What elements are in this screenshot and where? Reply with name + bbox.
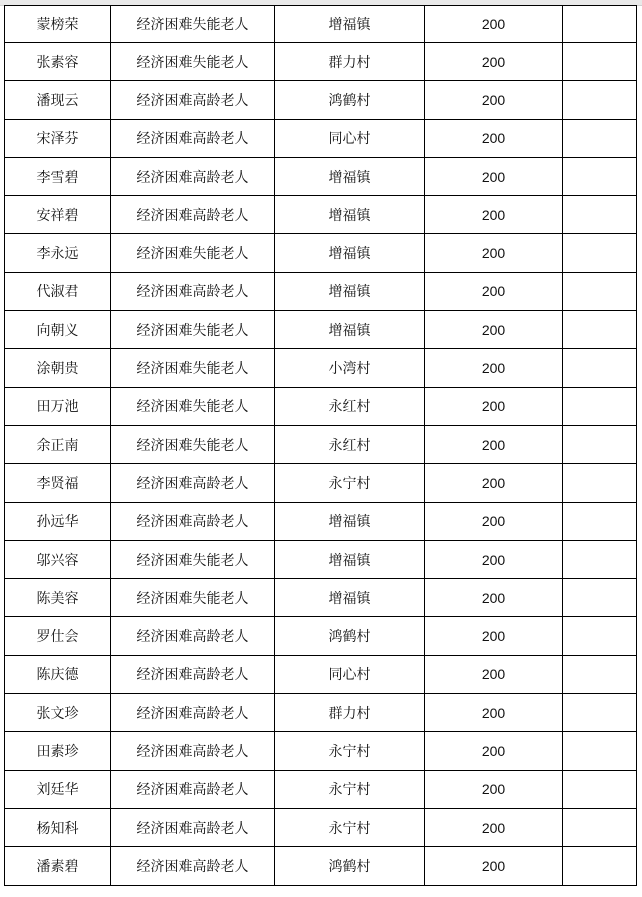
location-cell: 增福镇 [275, 540, 425, 578]
name-cell: 蒙榜荣 [5, 6, 111, 43]
location-cell: 小湾村 [275, 349, 425, 387]
amount-cell: 200 [425, 43, 563, 81]
name-cell: 潘素碧 [5, 847, 111, 885]
category-cell: 经济困难高龄老人 [111, 502, 275, 540]
name-cell: 刘廷华 [5, 770, 111, 808]
table-row [5, 349, 637, 387]
note-cell [563, 694, 637, 732]
note-cell [563, 808, 637, 846]
table-row [5, 234, 637, 272]
location-cell: 增福镇 [275, 311, 425, 349]
table-row [5, 119, 637, 157]
category-cell: 经济困难失能老人 [111, 43, 275, 81]
category-cell: 经济困难失能老人 [111, 311, 275, 349]
category-cell: 经济困难高龄老人 [111, 196, 275, 234]
category-cell: 经济困难高龄老人 [111, 464, 275, 502]
location-cell: 增福镇 [275, 234, 425, 272]
category-cell: 经济困难失能老人 [111, 6, 275, 43]
category-cell: 经济困难高龄老人 [111, 732, 275, 770]
amount-cell: 200 [425, 540, 563, 578]
category-cell: 经济困难失能老人 [111, 234, 275, 272]
amount-cell: 200 [425, 6, 563, 43]
amount-cell: 200 [425, 349, 563, 387]
note-cell [563, 311, 637, 349]
amount-cell: 200 [425, 157, 563, 195]
name-cell: 代淑君 [5, 272, 111, 310]
location-cell: 增福镇 [275, 272, 425, 310]
category-cell: 经济困难高龄老人 [111, 272, 275, 310]
location-cell: 永宁村 [275, 808, 425, 846]
category-cell: 经济困难高龄老人 [111, 847, 275, 885]
name-cell: 向朝义 [5, 311, 111, 349]
amount-cell: 200 [425, 808, 563, 846]
name-cell: 孙远华 [5, 502, 111, 540]
category-cell: 经济困难失能老人 [111, 387, 275, 425]
note-cell [563, 119, 637, 157]
amount-cell: 200 [425, 579, 563, 617]
location-cell: 永宁村 [275, 770, 425, 808]
amount-cell: 200 [425, 196, 563, 234]
table-row [5, 732, 637, 770]
note-cell [563, 234, 637, 272]
category-cell: 经济困难高龄老人 [111, 770, 275, 808]
location-cell: 增福镇 [275, 196, 425, 234]
table-row [5, 157, 637, 195]
note-cell [563, 272, 637, 310]
category-cell: 经济困难高龄老人 [111, 617, 275, 655]
location-cell: 增福镇 [275, 502, 425, 540]
table-row [5, 617, 637, 655]
name-cell: 罗仕会 [5, 617, 111, 655]
category-cell: 经济困难失能老人 [111, 540, 275, 578]
note-cell [563, 732, 637, 770]
table-row [5, 43, 637, 81]
table-row [5, 196, 637, 234]
note-cell [563, 847, 637, 885]
note-cell [563, 81, 637, 119]
name-cell: 张素容 [5, 43, 111, 81]
table-row [5, 694, 637, 732]
location-cell: 鸿鹤村 [275, 81, 425, 119]
category-cell: 经济困难高龄老人 [111, 694, 275, 732]
amount-cell: 200 [425, 387, 563, 425]
location-cell: 永红村 [275, 425, 425, 463]
category-cell: 经济困难失能老人 [111, 579, 275, 617]
note-cell [563, 617, 637, 655]
location-cell: 群力村 [275, 43, 425, 81]
table-row [5, 502, 637, 540]
note-cell [563, 43, 637, 81]
amount-cell: 200 [425, 770, 563, 808]
note-cell [563, 425, 637, 463]
name-cell: 田素珍 [5, 732, 111, 770]
amount-cell: 200 [425, 464, 563, 502]
amount-cell: 200 [425, 234, 563, 272]
note-cell [563, 196, 637, 234]
table-row [5, 464, 637, 502]
name-cell: 涂朝贵 [5, 349, 111, 387]
name-cell: 余正南 [5, 425, 111, 463]
amount-cell: 200 [425, 847, 563, 885]
category-cell: 经济困难高龄老人 [111, 157, 275, 195]
name-cell: 李贤福 [5, 464, 111, 502]
name-cell: 李雪碧 [5, 157, 111, 195]
location-cell: 鸿鹤村 [275, 617, 425, 655]
table-body [5, 6, 637, 886]
note-cell [563, 579, 637, 617]
amount-cell: 200 [425, 81, 563, 119]
table-row [5, 655, 637, 693]
amount-cell: 200 [425, 311, 563, 349]
table-row [5, 770, 637, 808]
note-cell [563, 157, 637, 195]
location-cell: 增福镇 [275, 157, 425, 195]
name-cell: 潘现云 [5, 81, 111, 119]
note-cell [563, 387, 637, 425]
subsidy-table [4, 5, 637, 886]
table-row [5, 272, 637, 310]
location-cell: 同心村 [275, 655, 425, 693]
table-row [5, 387, 637, 425]
note-cell [563, 464, 637, 502]
table-row [5, 81, 637, 119]
location-cell: 永宁村 [275, 464, 425, 502]
table-row [5, 540, 637, 578]
category-cell: 经济困难高龄老人 [111, 81, 275, 119]
table-row [5, 425, 637, 463]
category-cell: 经济困难高龄老人 [111, 655, 275, 693]
location-cell: 增福镇 [275, 579, 425, 617]
note-cell [563, 6, 637, 43]
location-cell: 永宁村 [275, 732, 425, 770]
amount-cell: 200 [425, 617, 563, 655]
location-cell: 同心村 [275, 119, 425, 157]
category-cell: 经济困难失能老人 [111, 425, 275, 463]
note-cell [563, 770, 637, 808]
location-cell: 永红村 [275, 387, 425, 425]
note-cell [563, 502, 637, 540]
category-cell: 经济困难高龄老人 [111, 808, 275, 846]
location-cell: 群力村 [275, 694, 425, 732]
amount-cell: 200 [425, 732, 563, 770]
amount-cell: 200 [425, 425, 563, 463]
table-row [5, 579, 637, 617]
name-cell: 李永远 [5, 234, 111, 272]
amount-cell: 200 [425, 272, 563, 310]
name-cell: 张文珍 [5, 694, 111, 732]
name-cell: 邬兴容 [5, 540, 111, 578]
location-cell: 增福镇 [275, 6, 425, 43]
table-row [5, 808, 637, 846]
amount-cell: 200 [425, 655, 563, 693]
table-row [5, 6, 637, 43]
amount-cell: 200 [425, 119, 563, 157]
category-cell: 经济困难失能老人 [111, 349, 275, 387]
name-cell: 安祥碧 [5, 196, 111, 234]
table-row [5, 311, 637, 349]
table-row [5, 847, 637, 885]
name-cell: 宋泽芬 [5, 119, 111, 157]
name-cell: 陈庆德 [5, 655, 111, 693]
note-cell [563, 540, 637, 578]
name-cell: 田万池 [5, 387, 111, 425]
category-cell: 经济困难高龄老人 [111, 119, 275, 157]
note-cell [563, 655, 637, 693]
name-cell: 杨知科 [5, 808, 111, 846]
amount-cell: 200 [425, 694, 563, 732]
name-cell: 陈美容 [5, 579, 111, 617]
location-cell: 鸿鹤村 [275, 847, 425, 885]
amount-cell: 200 [425, 502, 563, 540]
note-cell [563, 349, 637, 387]
